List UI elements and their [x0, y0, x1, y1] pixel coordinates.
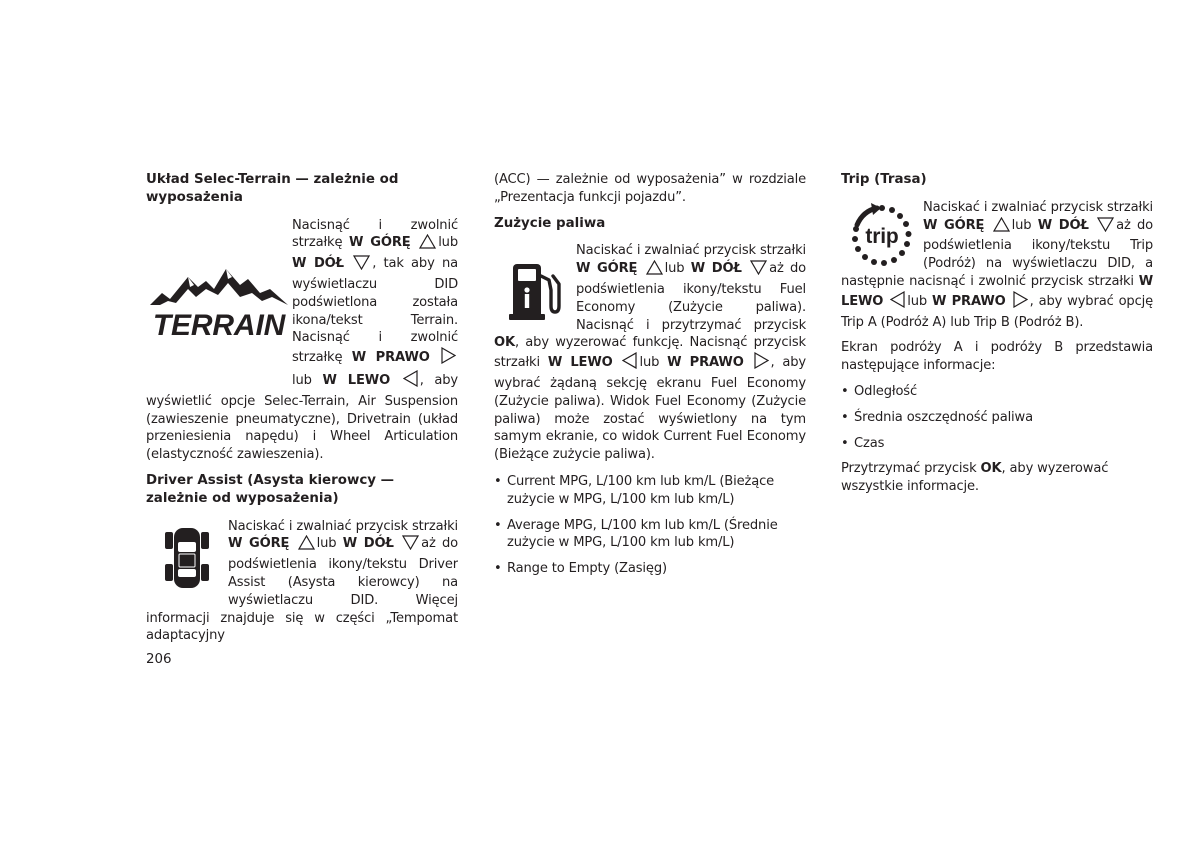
arrow-down-icon: [402, 535, 419, 556]
label-ok: OK: [980, 461, 1002, 477]
label-w-lewo: W LEWO: [547, 355, 613, 371]
trip-info-list: [841, 383, 1153, 452]
fuel-pump-icon: [494, 250, 576, 332]
assist-text-1: Naciskać i zwalniać przycisk strzałki: [228, 518, 458, 534]
driver-assist-heading: Driver Assist (Asysta kierowcy — zależnie od wyposażenia): [146, 472, 395, 506]
list-item: • Średnia oszczędność paliwa: [841, 409, 1153, 427]
selec-terrain-heading: Układ Selec-Terrain — zależnie od wyposażenia: [146, 172, 399, 205]
label-w-dol: W DÓŁ: [292, 256, 344, 272]
trip-text-2: aż do podświetlenia ikony/tekstu Trip (Podróż) na wyświetlaczu DID, a następnie nacisnąć i zwolnić przycisk strzałki: [841, 217, 1154, 289]
trip-heading: Trip (Trasa): [841, 172, 927, 187]
trip-lub-2: lub: [907, 293, 928, 309]
left-column: [146, 171, 458, 645]
terrain-text-2: , tak aby na wyświetlaczu DID podświetlona została ikona/tekst Terrain. Nacisnąć i zwolnić strzałkę: [292, 256, 458, 366]
fuel-economy-heading: Zużycie paliwa: [494, 215, 606, 231]
arrow-up-icon: [646, 260, 663, 281]
trip-lub-1: lub: [1011, 217, 1032, 233]
fuel-text-4: , aby wybrać żądaną sekcję ekranu Fuel Economy (Zużycie paliwa). Widok Fuel Economy (Zużycie paliwa) może zostać wyświetlony na tym samym ekranie, co widok Current Fuel Economy (Bieżące zużycie paliwa).: [494, 355, 807, 463]
arrow-left-icon: [622, 352, 637, 375]
fuel-text-3: , aby wyzerować funkcję. Nacisnąć przycisk strzałki: [494, 335, 806, 371]
reset-text-2: , aby wyzerować wszystkie informacje.: [841, 461, 1109, 495]
trip-section: [841, 199, 1153, 332]
terrain-lub-1: lub: [438, 235, 458, 251]
list-item: • Current MPG, L/100 km lub km/L (Bieżące zużycie w MPG, L/100 km lub km/L): [494, 473, 806, 509]
fuel-economy-list: [494, 473, 806, 578]
label-w-prawo: W PRAWO: [351, 350, 430, 366]
fuel-text-2: aż do podświetlenia ikony/tekstu Fuel Economy (Zużycie paliwa). Nacisnąć i przytrzymać przycisk: [576, 261, 807, 333]
label-ok: OK: [494, 335, 515, 351]
assist-text-2: aż do podświetlenia ikony/tekstu Driver Assist (Asysta kierowcy) na wyświetlaczu DID. Więcej informacji znajduje się w części „Tempomat adaptacyjny: [146, 536, 458, 644]
arrow-right-icon: [754, 352, 769, 375]
list-item: • Range to Empty (Zasięg): [494, 560, 806, 578]
trip-icon-text: trip: [865, 224, 899, 248]
arrow-down-icon: [353, 255, 370, 276]
fuel-lub-2: lub: [639, 355, 660, 371]
terrain-text-1: Nacisnąć i zwolnić strzałkę: [292, 217, 458, 251]
label-w-gore: W GÓRĘ: [576, 261, 638, 277]
right-column: [841, 171, 1153, 504]
driver-assist-section: [146, 518, 458, 646]
terrain-lub-2: lub: [292, 372, 312, 388]
arrow-left-icon: [890, 291, 905, 314]
list-item: • Average MPG, L/100 km lub km/L (Średnie zużycie w MPG, L/100 km lub km/L): [494, 517, 806, 553]
trip-text-3: , aby wybrać opcję Trip A (Podróż A) lub Trip B (Podróż B).: [841, 293, 1154, 330]
label-w-gore: W GÓRĘ: [228, 536, 290, 552]
label-w-dol: W DÓŁ: [342, 536, 394, 552]
driver-assist-icon: [146, 518, 228, 598]
arrow-up-icon: [993, 217, 1010, 238]
label-w-prawo: W PRAWO: [667, 355, 744, 371]
arrow-right-icon: [1013, 291, 1028, 314]
middle-column: [494, 171, 806, 586]
label-w-dol: W DÓŁ: [690, 261, 742, 277]
terrain-icon: [146, 217, 292, 389]
list-item: • Odległość: [841, 383, 1153, 401]
arrow-left-icon: [403, 370, 418, 393]
arrow-right-icon: [441, 347, 456, 370]
assist-lub: lub: [316, 536, 337, 552]
arrow-up-icon: [419, 234, 436, 255]
fuel-text-1: Naciskać i zwalniać przycisk strzałki: [576, 243, 806, 259]
label-w-gore: W GÓRĘ: [349, 235, 411, 251]
trip-reset-paragraph: [841, 460, 1153, 496]
trip-info-intro: Ekran podróży A i podróży B przedstawia następujące informacje:: [841, 340, 1153, 374]
reset-text-1: Przytrzymać przycisk: [841, 461, 977, 477]
terrain-text-3: , aby wyświetlić opcje Selec-Terrain, Air Suspension (zawieszenie pneumatyczne), Drivetrain (układ przeniesienia napędu) i Wheel Articulation (elastyczność zawieszenia).: [146, 372, 458, 463]
acc-continuation: (ACC) — zależnie od wyposażenia” w rozdziale „Prezentacja funkcji pojazdu”.: [494, 172, 806, 205]
list-item: • Czas: [841, 435, 1153, 453]
label-w-gore: W GÓRĘ: [923, 217, 985, 233]
trip-icon: [841, 199, 923, 273]
fuel-economy-section: [494, 242, 806, 464]
terrain-logo-text: TERRAIN: [152, 308, 286, 342]
label-w-prawo: W PRAWO: [931, 293, 1006, 309]
arrow-down-icon: [1097, 217, 1114, 238]
label-w-lewo: W LEWO: [841, 273, 1153, 309]
trip-text-1: Naciskać i zwalniać przycisk strzałki: [923, 199, 1153, 215]
label-w-lewo: W LEWO: [322, 372, 391, 388]
label-w-dol: W DÓŁ: [1037, 217, 1089, 233]
arrow-up-icon: [298, 535, 315, 556]
arrow-down-icon: [750, 260, 767, 281]
terrain-section: [146, 217, 458, 464]
fuel-lub-1: lub: [664, 261, 685, 277]
page-number: 206: [146, 652, 172, 667]
